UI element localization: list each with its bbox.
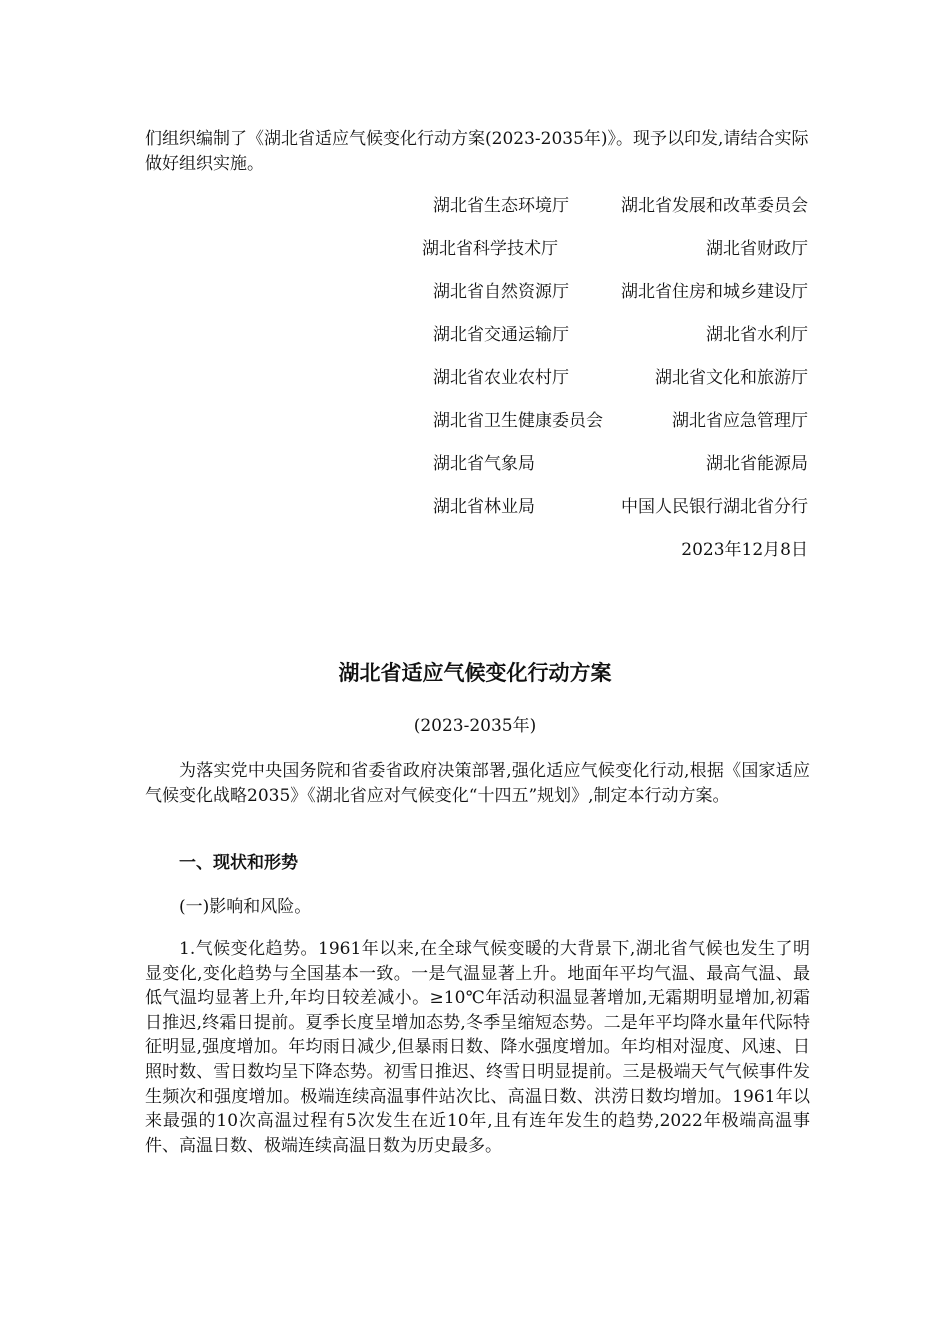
agency-name: 湖北省交通运输厅 xyxy=(433,325,569,345)
agency-name: 湖北省气象局 xyxy=(433,454,535,474)
agency-row xyxy=(420,408,808,434)
agency-name: 湖北省农业农村厅 xyxy=(433,368,569,388)
agency-row xyxy=(420,451,808,477)
agency-name: 湖北省水利厅 xyxy=(706,325,808,345)
issue-date: 2023年12月8日 xyxy=(681,540,808,560)
document-subtitle: (2023-2035年) xyxy=(413,716,537,736)
agency-row xyxy=(420,236,808,262)
agency-name: 湖北省发展和改革委员会 xyxy=(621,196,808,216)
agency-row xyxy=(420,279,808,305)
agency-name: 湖北省财政厅 xyxy=(706,239,808,259)
agency-name: 湖北省应急管理厅 xyxy=(672,411,808,431)
agency-name: 湖北省能源局 xyxy=(706,454,808,474)
agency-row xyxy=(420,494,808,520)
body-paragraph: 1.气候变化趋势。1961年以来,在全球气候变暖的大背景下,湖北省气候也发生了明显变化,变化趋势与全国基本一致。一是气温显著上升。地面年平均气温、最高气温、最低气温均显著上升,年均日较差减小。≥10℃年活动积温显著增加,无霜期明显增加,初霜日推迟,终霜日提前。夏季长度呈增加态势,冬季呈缩短态势。二是年平均降水量年代际特征明显,强度增加。年均雨日减少,但暴雨日数、降水强度增加。年均相对湿度、风速、日照时数、雪日数均呈下降态势。初雪日推迟、终雪日明显提前。三是极端天气气候事件发生频次和强度增加。极端连续高温事件站次比、高温日数、洪涝日数均增加。1961年以来最强的10次高温过程有5次发生在近10年,且有连年发生的趋势,2022年极端高温事件、高温日数、极端连续高温日数为历史最多。 xyxy=(145,939,810,1156)
intro-paragraph: 们组织编制了《湖北省适应气候变化行动方案(2023-2035年)》。现予以印发,请结合实际做好组织实施。 xyxy=(145,129,809,174)
agency-row xyxy=(420,365,808,391)
agency-name: 湖北省林业局 xyxy=(433,497,535,517)
subsection-heading: (一)影响和风险。 xyxy=(179,897,312,917)
agency-name: 湖北省卫生健康委员会 xyxy=(433,411,603,431)
agency-name: 湖北省自然资源厅 xyxy=(433,282,569,302)
agency-row xyxy=(420,193,808,219)
section-heading: 一、现状和形势 xyxy=(179,853,298,873)
agency-name: 中国人民银行湖北省分行 xyxy=(621,497,808,517)
preamble-paragraph: 为落实党中央国务院和省委省政府决策部署,强化适应气候变化行动,根据《国家适应气候变化战略2035》《湖北省应对气候变化“十四五”规划》,制定本行动方案。 xyxy=(145,761,810,806)
agency-name: 湖北省生态环境厅 xyxy=(433,196,569,216)
agency-name: 湖北省住房和城乡建设厅 xyxy=(621,282,808,302)
agency-row xyxy=(420,322,808,348)
agency-name: 湖北省文化和旅游厅 xyxy=(655,368,808,388)
agency-name: 湖北省科学技术厅 xyxy=(422,239,558,259)
document-title: 湖北省适应气候变化行动方案 xyxy=(338,661,612,685)
